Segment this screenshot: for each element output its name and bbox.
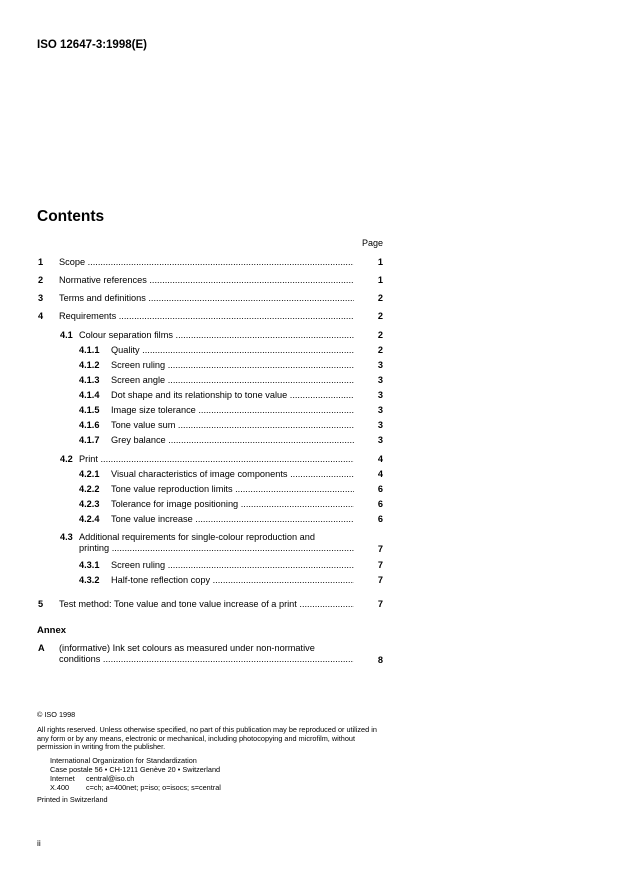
toc-title: Grey balance ..... xyxy=(111,435,354,446)
toc-page: 7 xyxy=(377,599,383,609)
toc-entry-4-2-1[interactable] xyxy=(0,469,384,480)
toc-number: 4.2.4 xyxy=(79,514,100,524)
toc-title: Test method: Tone value and tone value increase of a print ..... xyxy=(59,599,354,610)
toc-entry-4-1-1[interactable] xyxy=(0,345,384,356)
toc-number: 3 xyxy=(38,293,44,303)
toc-entry-4-1-7[interactable] xyxy=(0,435,384,446)
toc-entry-4-3-2[interactable] xyxy=(0,575,384,586)
toc-number: 4.2 xyxy=(60,454,73,464)
toc-number: 4.2.1 xyxy=(79,469,100,479)
toc-title: conditions ..... xyxy=(59,654,354,665)
publisher-address xyxy=(50,757,387,792)
toc-number: 4.3 xyxy=(60,532,73,542)
toc-title: Tone value sum ..... xyxy=(111,420,354,431)
toc-page: 2 xyxy=(377,345,383,355)
printed-in: Printed in Switzerland xyxy=(37,795,108,805)
toc-entry-4-3-1[interactable] xyxy=(0,560,384,571)
toc-page: 2 xyxy=(377,330,383,340)
toc-entry-4-2-4[interactable] xyxy=(0,514,384,525)
toc-page: 3 xyxy=(377,435,383,445)
toc-page: 6 xyxy=(377,484,383,494)
toc-page: 7 xyxy=(377,544,383,554)
toc-title: Normative references ..... xyxy=(59,275,354,286)
toc-title: printing ..... xyxy=(79,543,354,554)
toc-page: 6 xyxy=(377,514,383,524)
toc-page: 4 xyxy=(377,469,383,479)
toc-number: 5 xyxy=(38,599,44,609)
toc-title: Tone value reproduction limits ..... xyxy=(111,484,354,495)
toc-number: 4.1 xyxy=(60,330,73,340)
toc-entry-1[interactable] xyxy=(0,257,384,268)
toc-title: Quality ..... xyxy=(111,345,354,356)
toc-entry-4-1-4[interactable] xyxy=(0,390,384,401)
toc-page: 6 xyxy=(377,499,383,509)
toc-entry-2[interactable] xyxy=(0,275,384,286)
toc-title: Image size tolerance ..... xyxy=(111,405,354,416)
org-name: International Organization for Standardization xyxy=(50,756,197,766)
postal-address: Case postale 56 • CH-1211 Genève 20 • Switzerland xyxy=(50,764,221,774)
toc-title-line1: (informative) Ink set colours as measured under non-normative xyxy=(59,643,315,653)
x400-row xyxy=(50,784,387,793)
toc-entry-4-1-2[interactable] xyxy=(0,360,384,371)
toc-title: Screen angle ..... xyxy=(111,375,354,386)
toc-page: 2 xyxy=(377,293,383,303)
toc-number: 4.2.3 xyxy=(79,499,100,509)
toc-number: 4 xyxy=(38,311,44,321)
toc-number: 4.1.3 xyxy=(79,375,100,385)
toc-title: Tolerance for image positioning ..... xyxy=(111,499,354,510)
toc-entry-5[interactable] xyxy=(0,599,384,610)
toc-title: Visual characteristics of image components ..... xyxy=(111,469,354,480)
toc-page: 1 xyxy=(377,257,383,267)
toc-page: 4 xyxy=(377,454,383,464)
toc-number: A xyxy=(38,643,45,653)
toc-entry-annex-a[interactable] xyxy=(0,643,384,669)
toc-number: 4.3.1 xyxy=(79,560,100,570)
internet-label: Internet xyxy=(50,773,75,783)
toc-page: 3 xyxy=(377,390,383,400)
toc-number: 4.1.4 xyxy=(79,390,100,400)
toc-number: 4.1.1 xyxy=(79,345,100,355)
toc-number: 4.1.5 xyxy=(79,405,100,415)
annex-heading: Annex xyxy=(37,625,67,636)
toc-page: 2 xyxy=(377,311,383,321)
toc-entry-4-1-6[interactable] xyxy=(0,420,384,431)
copyright-line: © ISO 1998 xyxy=(37,710,76,719)
toc-entry-4-2[interactable] xyxy=(0,454,384,465)
toc-title-line1: Additional requirements for single-colour reproduction and xyxy=(79,532,315,542)
toc-page: 8 xyxy=(377,655,383,665)
page-column-label: Page xyxy=(361,238,383,248)
document-id: ISO 12647-3:1998(E) xyxy=(37,39,147,51)
toc-page: 3 xyxy=(377,405,383,415)
internet-address: central@iso.ch xyxy=(86,773,135,783)
toc-title: Screen ruling ..... xyxy=(111,560,354,571)
toc-number: 4.3.2 xyxy=(79,575,100,585)
toc-entry-4-2-3[interactable] xyxy=(0,499,384,510)
copyright-block xyxy=(37,711,387,805)
rights-notice: All rights reserved. Unless otherwise specified, no part of this publication may be reproduced or utilized in any form or by any means, electronic or mechanical, including photocopying and microfilm, without permission in writing from the publisher. xyxy=(37,724,377,752)
toc-number: 4.1.2 xyxy=(79,360,100,370)
toc-entry-3[interactable] xyxy=(0,293,384,304)
toc-number: 4.2.2 xyxy=(79,484,100,494)
toc-title: Dot shape and its relationship to tone value ..... xyxy=(111,390,354,401)
toc-title: Tone value increase ..... xyxy=(111,514,354,525)
toc-title: Screen ruling ..... xyxy=(111,360,354,371)
toc-page: 1 xyxy=(377,275,383,285)
toc-entry-4[interactable] xyxy=(0,311,384,322)
toc-title: Print ..... xyxy=(79,454,354,465)
toc-page: 7 xyxy=(377,560,383,570)
toc-title: Colour separation films ..... xyxy=(79,330,354,341)
toc-page: 3 xyxy=(377,420,383,430)
toc-entry-4-1-3[interactable] xyxy=(0,375,384,386)
toc-entry-4-3[interactable] xyxy=(0,532,384,558)
toc-number: 2 xyxy=(38,275,44,285)
contents-heading: Contents xyxy=(37,208,105,225)
toc-title: Terms and definitions ..... xyxy=(59,293,354,304)
toc-title: Requirements ..... xyxy=(59,311,354,322)
toc-number: 4.1.6 xyxy=(79,420,100,430)
toc-page: 3 xyxy=(377,360,383,370)
x400-label: X.400 xyxy=(50,782,70,792)
x400-address: c=ch; a=400net; p=iso; o=isocs; s=central xyxy=(86,782,221,792)
toc-entry-4-2-2[interactable] xyxy=(0,484,384,495)
page-number: ii xyxy=(37,838,41,848)
toc-title: Half-tone reflection copy ..... xyxy=(111,575,354,586)
toc-page: 3 xyxy=(377,375,383,385)
toc-number: 4.1.7 xyxy=(79,435,100,445)
toc-entry-4-1-5[interactable] xyxy=(0,405,384,416)
toc-title: Scope ..... xyxy=(59,257,354,268)
toc-page: 7 xyxy=(377,575,383,585)
toc-number: 1 xyxy=(38,257,44,267)
toc-entry-4-1[interactable] xyxy=(0,330,384,341)
